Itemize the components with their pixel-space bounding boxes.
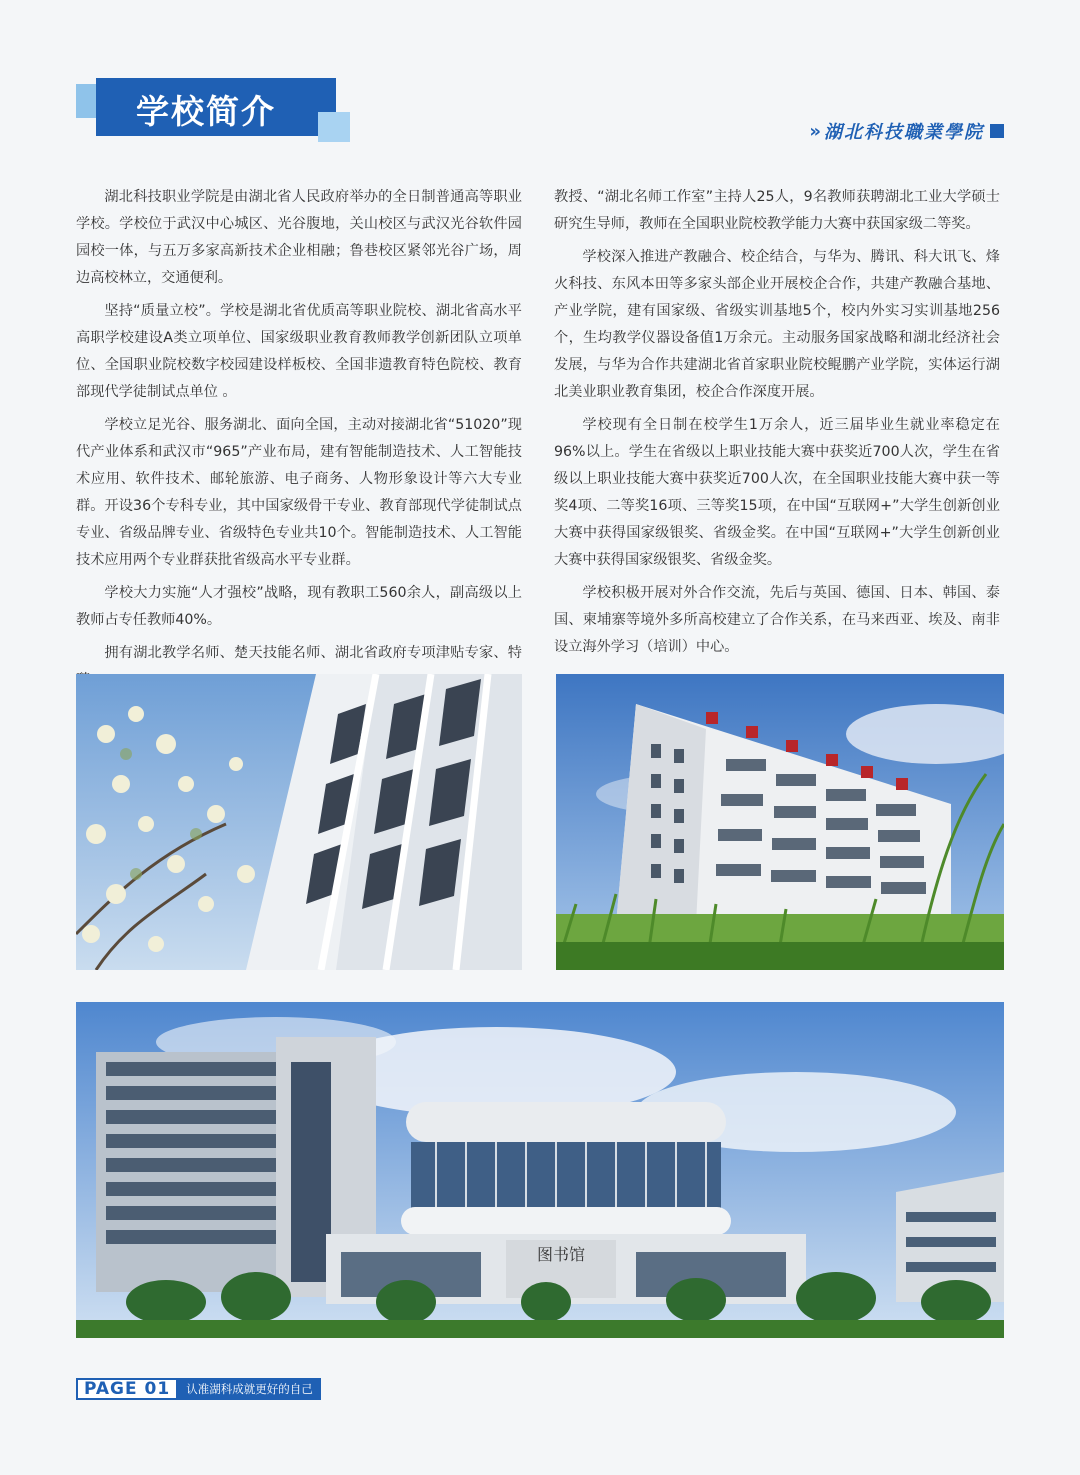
paragraph: 学校深入推进产教融合、校企结合，与华为、腾讯、科大讯飞、烽火科技、东风本田等多家头部企业开展校企合作，共建产教融合基地、产业学院，建有国家级、省级实训基地5个，校内外实习实训基地256个，生均教学仪器设备值1万余元。主动服务国家战略和湖北经济社会发展，与华为合作共建湖北省首家职业院校鲲鹏产业学院，实体运行湖北美业职业教育集团，校企合作深度开展。 [554,249,1000,400]
paragraph: 坚持“质量立校”。学校是湖北省优质高等职业院校、湖北省高水平高职学校建设A类立项单位、国家级职业教育教师教学创新团队立项单位、全国职业院校数字校园建设样板校、全国非遗教育特色院校、教育部现代学徒制试点单位 。 [76,303,522,400]
square-icon [990,124,1004,138]
double-chevron-icon: » [809,120,818,142]
paragraph: 学校现有全日制在校学生1万余人，近三届毕业生就业率稳定在96%以上。学生在省级以上职业技能大赛中获奖近700人次，学生在省级以上职业技能大赛中获奖近700人次，在全国职业技能大赛中获一等奖4项、二等奖16项、三等奖15项，在中国“互联网+”大学生创新创业大赛中获得国家级银奖、省级金奖。在中国“互联网+”大学生创新创业大赛中获得国家级银奖、省级金奖。 [554,417,1000,568]
footer-slogan: 认准湖科成就更好的自己 [178,1378,321,1400]
paragraph: 湖北科技职业学院是由湖北省人民政府举办的全日制普通高等职业学校。学校位于武汉中心城区、光谷腹地，关山校区与武汉光谷软件园园校一体，与五万多家高新技术企业相融；鲁巷校区紧邻光谷广场，周边高校林立，交通便利。 [76,189,522,286]
paragraph: 拥有湖北教学名师、楚天技能名师、湖北省政府专项津贴专家、特 [104,645,522,661]
title-decor-square-right [318,112,350,142]
photo-library [76,1002,1004,1338]
right-text-column [554,184,1000,667]
paragraph: 学校立足光谷、服务湖北、面向全国，主动对接湖北省“51020”现代产业体系和武汉市“965”产业布局，建有智能制造技术、人工智能技术应用、软件技术、邮轮旅游、电子商务、人物形象设计等六大专业群。开设36个专科专业，其中国家级骨干专业、教育部现代学徒制试点专业、省级品牌专业、省级特色专业共10个。智能制造技术、人工智能技术应用两个专业群获批省级高水平专业群。 [76,417,522,568]
section-title-block [76,78,352,142]
school-brand [809,118,1004,144]
page-footer [76,1378,321,1400]
paragraph: 学校积极开展对外合作交流，先后与英国、德国、日本、韩国、泰国、柬埔寨等境外多所高校建立了合作关系，在马来西亚、埃及、南非设立海外学习（培训）中心。 [554,585,1000,655]
paragraph-continuation: 教授、“湖北名师工作室”主持人25人，9名教师获聘湖北工业大学硕士研究生导师，教师在全国职业院校教学能力大赛中获国家级二等奖。 [554,189,1000,232]
photo-building-magnolia [76,674,522,970]
brand-calligraphy-text: 湖北科技職業學院 [824,122,984,143]
photo-main-building [556,674,1004,970]
left-text-column [76,184,522,700]
page-number: PAGE 01 [76,1378,178,1400]
library-sign: 图书馆 [536,1245,586,1264]
page-title: 学校简介 [136,92,276,131]
paragraph: 学校大力实施“人才强校”战略，现有教职工560余人，副高级以上教师占专任教师40%。 [76,585,522,628]
